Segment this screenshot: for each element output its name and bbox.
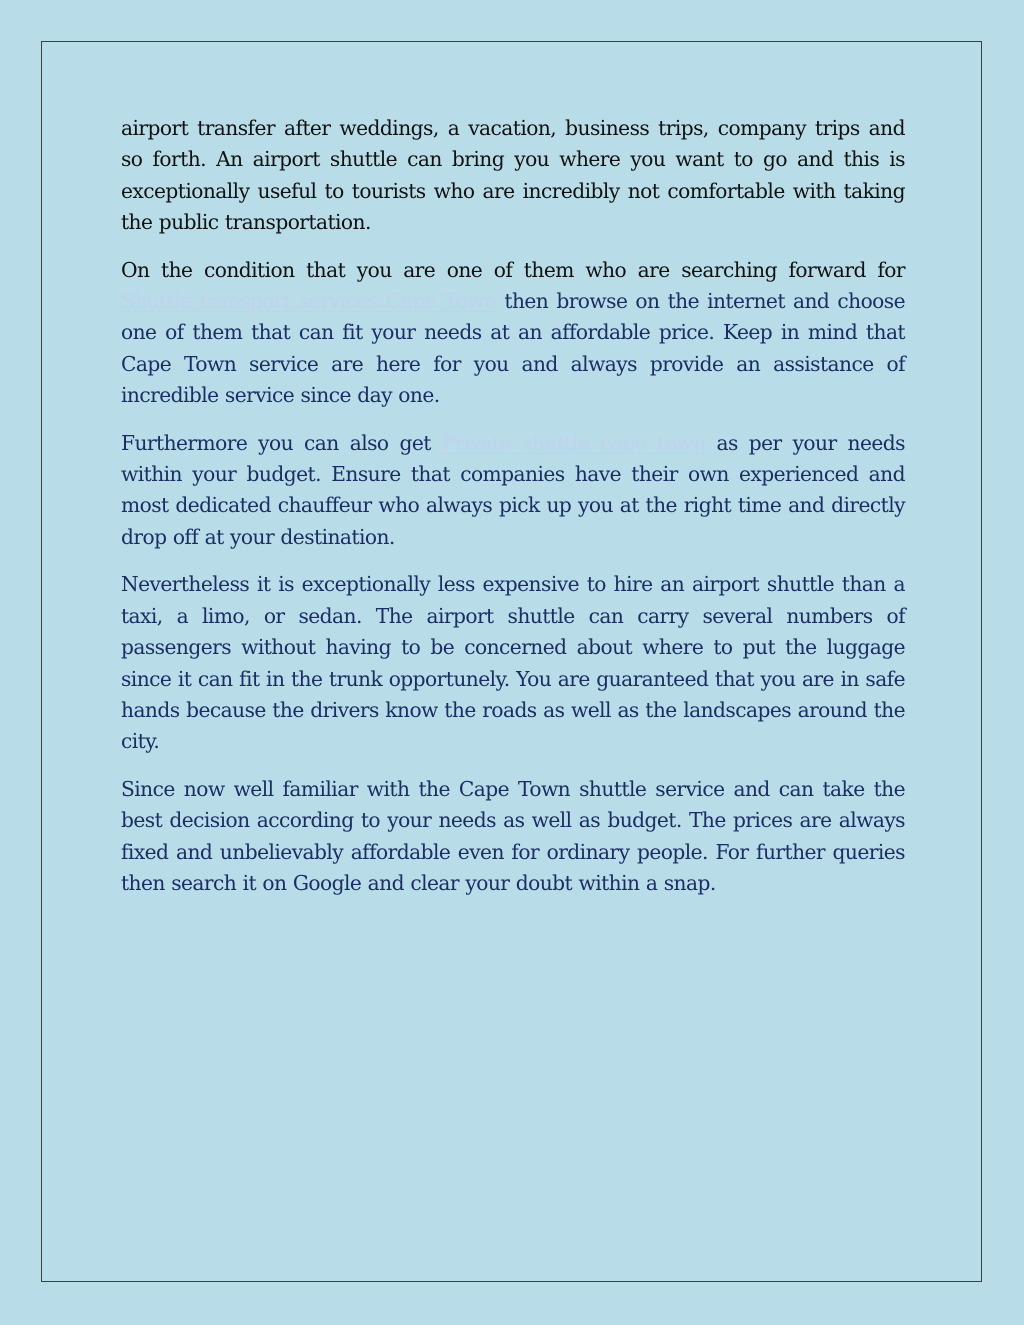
private-shuttle-link[interactable]: Private shuttle cape town [441, 430, 706, 455]
paragraph-5 [121, 774, 905, 900]
paragraph-2-after: then browse on the internet and choose one of them that can fit your needs at an affordable price. Keep in mind that Cape Town service are here for you and always provide an assistance of incredible service since day one. [121, 289, 905, 408]
paragraph-2 [121, 255, 905, 412]
document-body [121, 113, 905, 915]
shuttle-services-link[interactable]: Shuttle transport services Cape Town [121, 289, 497, 314]
paragraph-1 [121, 113, 905, 239]
paragraph-3 [121, 428, 905, 554]
paragraph-1-text: airport transfer after weddings, a vacation, business trips, company trips and so forth. An airport shuttle can bring you where you want to go and this is exceptionally useful to tourists who are incredibly not comfortable with taking the public transportation. [121, 116, 905, 235]
paragraph-4-text: Nevertheless it is exceptionally less expensive to hire an airport shuttle than a taxi, a limo, or sedan. The airport shuttle can carry several numbers of passengers without having to be concerned about where to put the luggage since it can fit in the trunk opportunely. You are guaranteed that you are in safe hands because the drivers know the roads as well as the landscapes around the city. [121, 572, 905, 754]
paragraph-3-after: as per your needs within your budget. Ensure that companies have their own experienced and most dedicated chauffeur who always pick up you at the right time and directly drop off at your destination. [121, 430, 905, 549]
paragraph-3-before: Furthermore you can also get [121, 430, 442, 455]
paragraph-2-before: On the condition that you are one of them who are searching forward for [121, 257, 905, 282]
paragraph-4 [121, 569, 905, 757]
paragraph-5-text: Since now well familiar with the Cape Town shuttle service and can take the best decision according to your needs as well as budget. The prices are always fixed and unbelievably affordable even for ordinary people. For further queries then search it on Google and clear your doubt within a snap. [121, 776, 905, 895]
